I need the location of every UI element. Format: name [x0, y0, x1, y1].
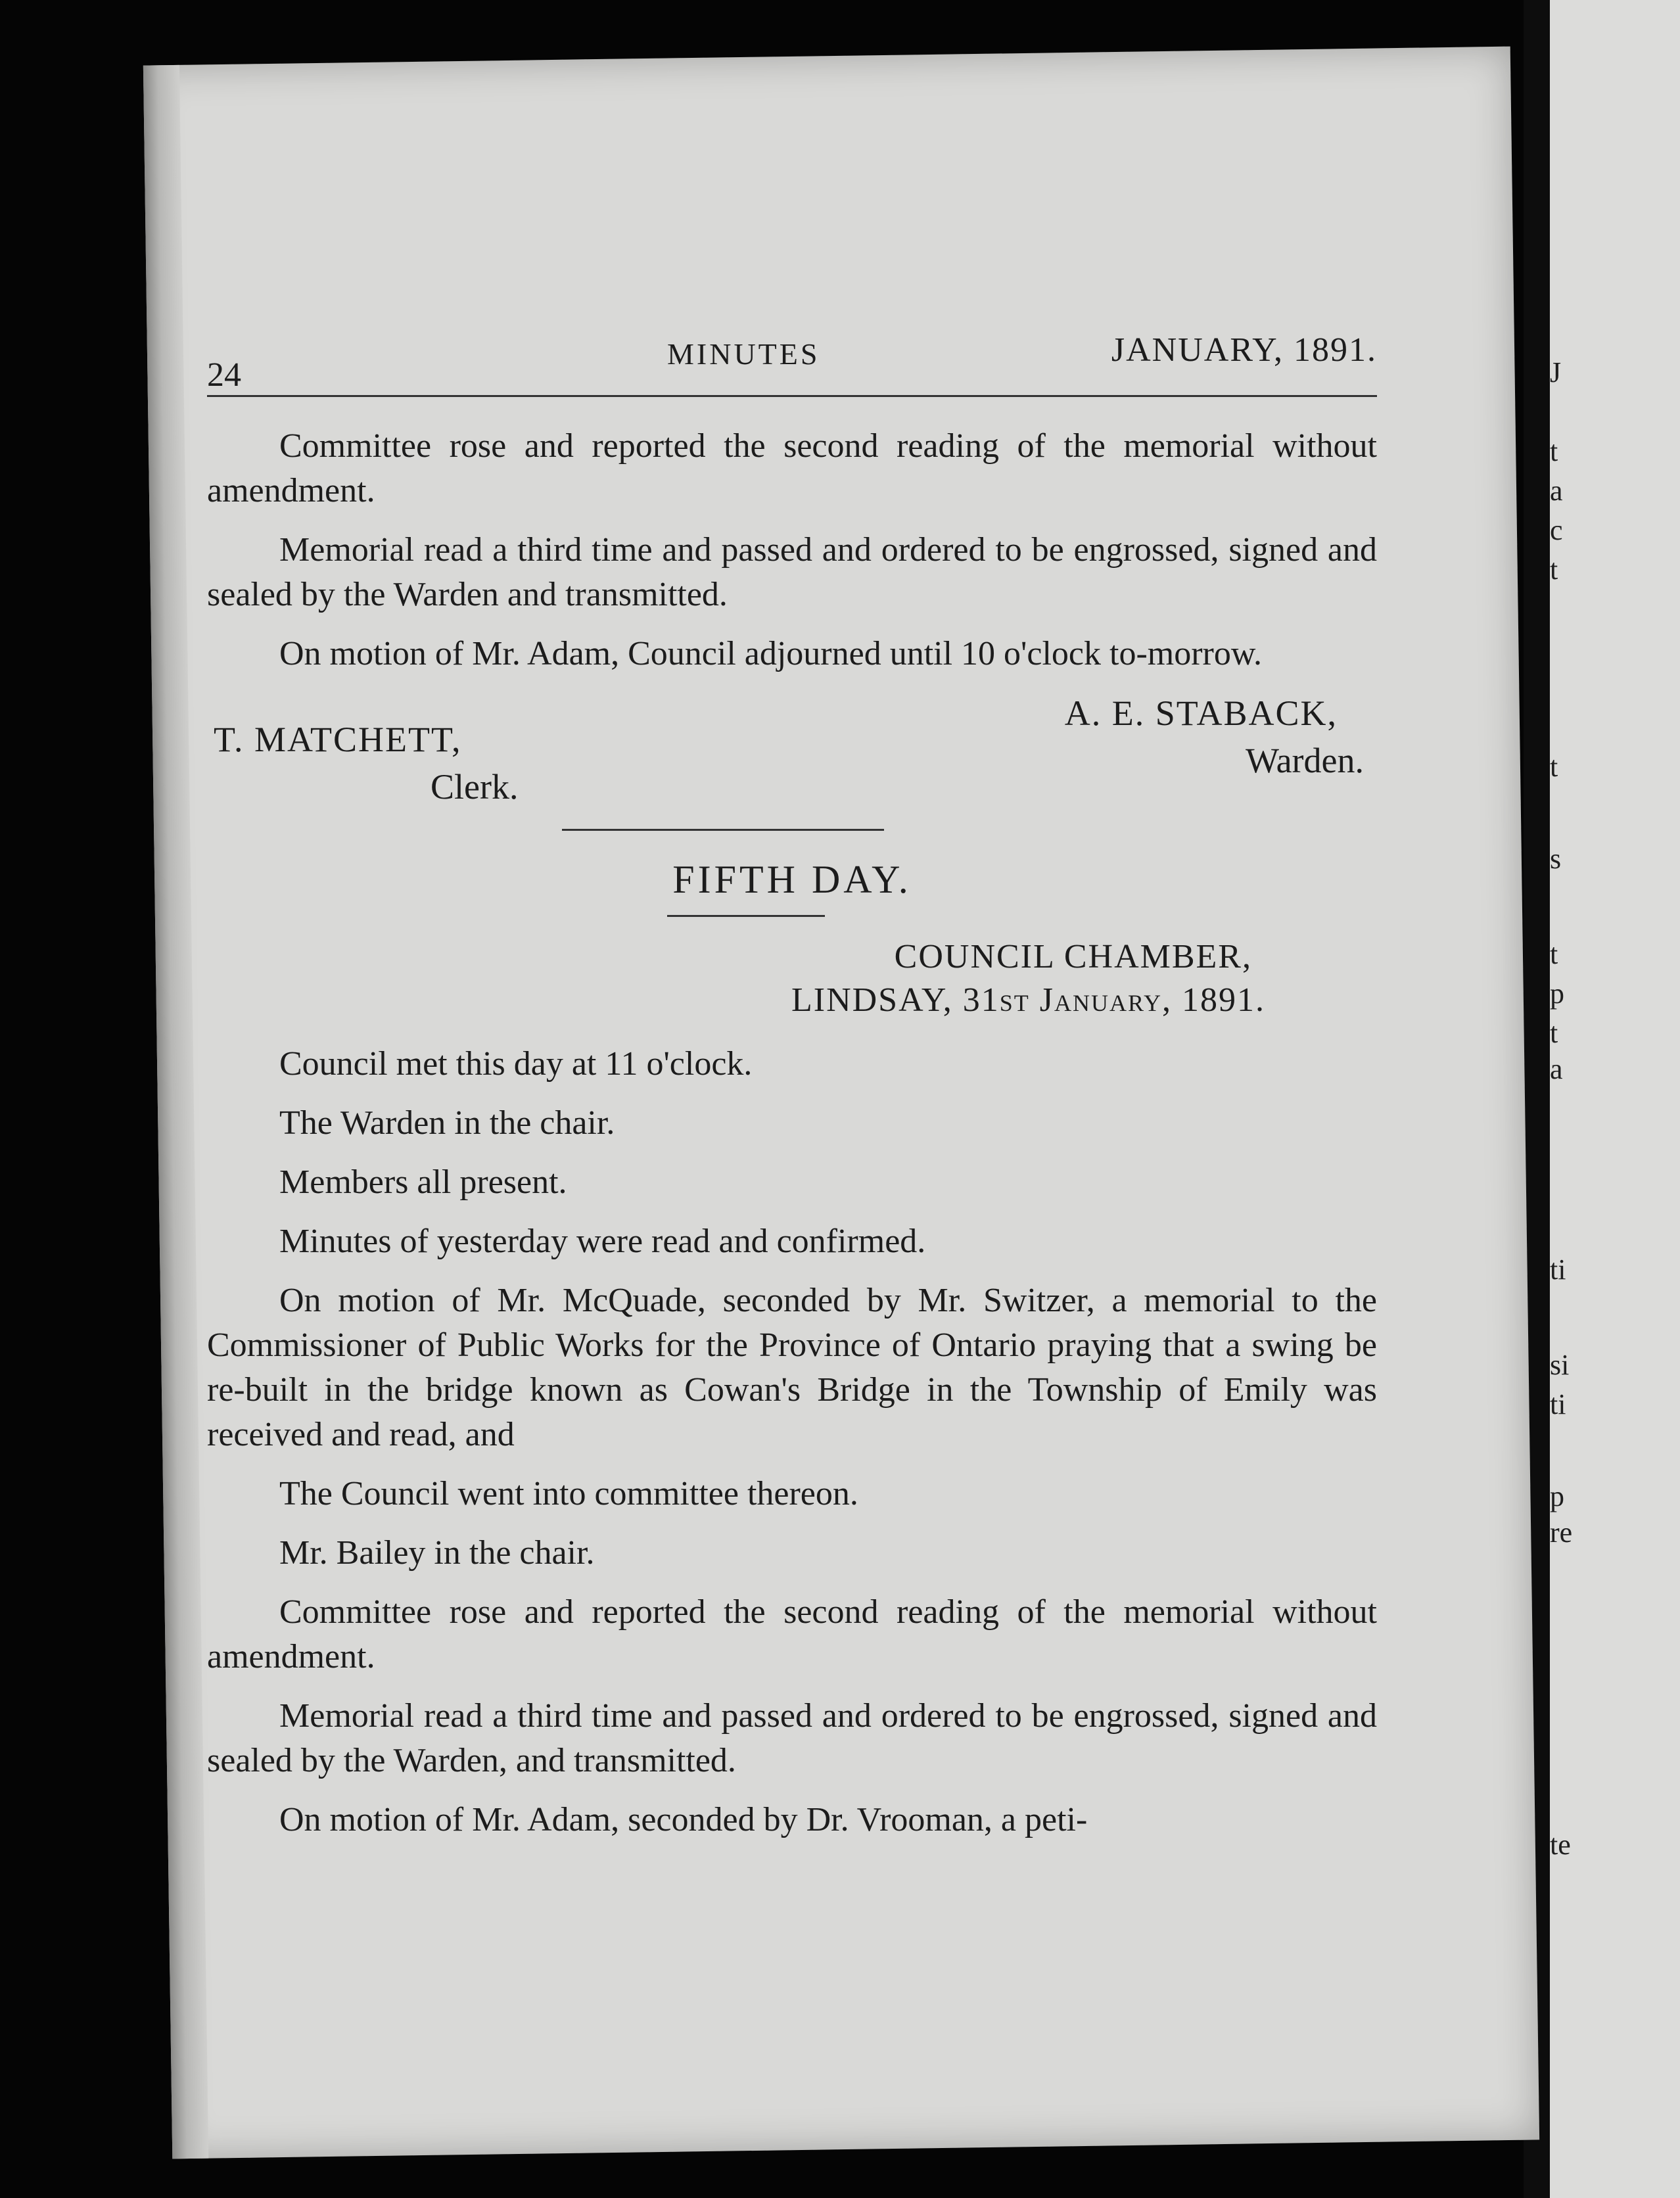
facing-fragment: J	[1550, 356, 1562, 388]
warden-name: A. E. STABACK,	[1064, 693, 1338, 733]
facing-fragment: ti	[1550, 1253, 1566, 1286]
facing-fragment: a	[1550, 475, 1563, 507]
running-date: JANUARY, 1891.	[1111, 331, 1377, 369]
warden-title: Warden.	[1245, 741, 1364, 780]
paragraph: Committee rose and reported the second reading of the memorial without amendment.	[207, 427, 1377, 509]
place-line: COUNCIL CHAMBER,	[894, 938, 1252, 975]
facing-fragment: t	[1550, 1017, 1558, 1049]
signature-block	[207, 691, 1377, 809]
facing-fragment: s	[1550, 843, 1562, 875]
place-date-line: LINDSAY, 31st January, 1891.	[791, 981, 1265, 1019]
facing-fragment: p	[1550, 977, 1564, 1010]
page-content	[207, 332, 1377, 1857]
paragraph: Minutes of yesterday were read and confirmed.	[279, 1223, 926, 1260]
clerk-title: Clerk.	[431, 767, 519, 807]
facing-fragment: t	[1550, 553, 1558, 586]
paragraph: The Council went into committee thereon.	[279, 1475, 858, 1512]
facing-fragment: t	[1550, 435, 1558, 467]
paragraph: On motion of Mr. Adam, seconded by Dr. Vrooman, a peti-	[279, 1801, 1088, 1838]
paragraph: Memorial read a third time and passed and ordered to be engrossed, signed and sealed by the Warden and transmitted.	[207, 531, 1377, 613]
facing-fragment: te	[1550, 1829, 1571, 1861]
facing-fragment: p	[1550, 1480, 1564, 1512]
facing-fragment: c	[1550, 514, 1563, 546]
paragraph: Council met this day at 11 o'clock.	[279, 1045, 753, 1083]
page-edge	[143, 65, 208, 2159]
facing-fragment: ti	[1550, 1388, 1566, 1420]
paragraph: Committee rose and reported the second reading of the memorial without amendment.	[207, 1593, 1377, 1675]
facing-fragment: a	[1550, 1053, 1563, 1085]
running-head	[207, 331, 1377, 394]
section-title: FIFTH DAY.	[672, 858, 912, 901]
section-separator	[562, 829, 884, 831]
facing-fragment: re	[1550, 1516, 1573, 1549]
clerk-name: T. MATCHETT,	[214, 720, 462, 759]
facing-page	[1550, 0, 1680, 2198]
paragraph: The Warden in the chair.	[279, 1104, 615, 1142]
title-rule	[667, 915, 825, 917]
place-date-block	[207, 935, 1377, 1022]
page-number: 24	[207, 356, 241, 394]
facing-fragment: t	[1550, 751, 1558, 783]
paragraph: On motion of Mr. McQuade, seconded by Mr. Switzer, a memorial to the Commissioner of Public Works for the Province of Ontario praying that a swing be re-built in the bridge known as Cowan's Bridge in the Township of Emily was received and read, and	[207, 1282, 1377, 1453]
paragraph: Memorial read a third time and passed and ordered to be engrossed, signed and sealed by the Warden, and transmitted.	[207, 1697, 1377, 1779]
paragraph: Mr. Bailey in the chair.	[279, 1534, 595, 1572]
facing-fragment: si	[1550, 1349, 1570, 1381]
paragraph: Members all present.	[279, 1163, 567, 1201]
paragraph: On motion of Mr. Adam, Council adjourned until 10 o'clock to-morrow.	[279, 635, 1263, 672]
header-rule	[207, 395, 1377, 397]
running-title: MINUTES	[667, 337, 820, 371]
facing-fragment: t	[1550, 938, 1558, 970]
